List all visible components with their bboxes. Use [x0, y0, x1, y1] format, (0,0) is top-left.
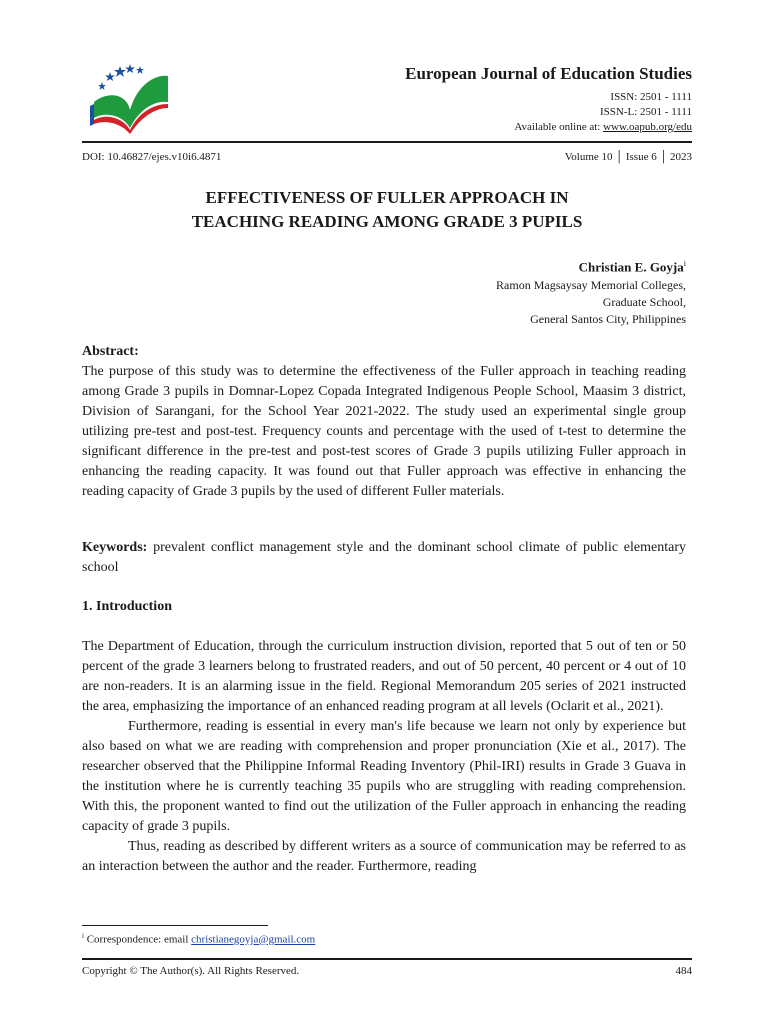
introduction-section: [82, 597, 686, 617]
availability: [405, 120, 692, 135]
journal-website-link[interactable]: www.oapub.org/edu: [603, 121, 692, 133]
abstract-text: The purpose of this study was to determine the effectiveness of the Fuller approach in teaching reading among Grade 3 pupils in Domnar-Lopez Copada Integrated Indigenous People School, Maasim 3 district, Division of Sarangani, for the School Year 2021-2022. The study used an experimental single group utilizing pre-test and post-test. Frequency counts and percentage with the used of t-test to determine the significant difference in the pre-test and post-test scores of Grade 3 pupils utilizing Fuller approach in enhancing the reading capacity. It was found out that Fuller approach was effective in enhancing the reading capacity of Grade 3 pupils by the used of different Fuller materials.: [82, 364, 686, 499]
intro-paragraph-1: The Department of Education, through the curriculum instruction division, reported that 5 out of ten or 50 percent of the grade 3 learners belong to frustrated readers, and out of 50 percent, 40 percent or 4 out of 10 are non-readers. It is an alarming issue in the field. Regional Memorandum 205 series of 2021 instructed the area, emphasizing the importance of an enhanced reading program at all levels (Oclarit et al., 2021).: [82, 639, 686, 714]
journal-header: [405, 64, 692, 135]
book-logo-icon: [86, 62, 172, 138]
intro-paragraph-2: Furthermore, reading is essential in every man's life because we learn not only by experience but also based on what we are reading with comprehension and proper pronunciation (Xie et al., 2017). The researcher observed that the Philippine Informal Reading Inventory (Phil-IRI) results in Grade 3 Guava in the institution where he is currently teaching 35 pupils who are struggling with reading comprehension. With this, the proponent wanted to find out the utilization of the Fuller approach in enhancing the reading capacity of grade 3 pupils.: [82, 719, 686, 834]
doi-row: [82, 151, 692, 163]
page-footer: [82, 965, 692, 977]
affiliation-1: Ramon Magsaysay Memorial Colleges,: [496, 278, 686, 293]
availability-label: Available online at:: [514, 121, 604, 133]
page-number: 484: [675, 965, 692, 977]
author-name: [496, 255, 686, 275]
keywords-label: Keywords:: [82, 540, 148, 555]
introduction-body: [82, 637, 686, 877]
title-line-1: EFFECTIVENESS OF FULLER APPROACH IN: [205, 188, 569, 207]
affiliation-3: General Santos City, Philippines: [530, 312, 686, 327]
paper-title: [82, 186, 692, 234]
abstract-section: [82, 342, 686, 502]
author-block: [496, 255, 686, 328]
doi: DOI: 10.46827/ejes.v10i6.4871: [82, 151, 222, 163]
issn-l: ISSN-L: 2501 - 1111: [600, 106, 692, 118]
keywords-section: [82, 538, 686, 578]
title-line-2: TEACHING READING AMONG GRADE 3 PUPILS: [191, 212, 583, 231]
footnote-label: Correspondence: email: [83, 933, 192, 946]
keywords-text: prevalent conflict management style and the dominant school climate of public elementary school: [82, 540, 686, 575]
footnote: [82, 932, 315, 946]
affiliation-2: Graduate School,: [602, 295, 686, 310]
header-rule: [82, 141, 692, 143]
footnote-marker: i: [82, 932, 84, 940]
intro-paragraph-3: Thus, reading as described by different writers as a source of communication may be referred to as an interaction between the author and the reader. Furthermore, reading: [82, 839, 686, 874]
journal-logo: [86, 62, 172, 138]
issn: ISSN: 2501 - 1111: [610, 91, 692, 103]
author-name-text: Christian E. Goyja: [578, 259, 684, 275]
author-footnote-marker: i: [683, 259, 686, 268]
copyright: Copyright © The Author(s). All Rights Reserved.: [82, 965, 300, 977]
correspondence-email-link[interactable]: christianegoyja@gmail.com: [191, 933, 316, 946]
introduction-heading: 1. Introduction: [82, 599, 172, 614]
volume-issue: Volume 10 │ Issue 6 │ 2023: [564, 151, 692, 163]
footnote-rule: [82, 925, 268, 926]
journal-title: European Journal of Education Studies: [405, 64, 692, 83]
footer-rule: [82, 958, 692, 960]
abstract-heading: Abstract:: [82, 344, 139, 359]
